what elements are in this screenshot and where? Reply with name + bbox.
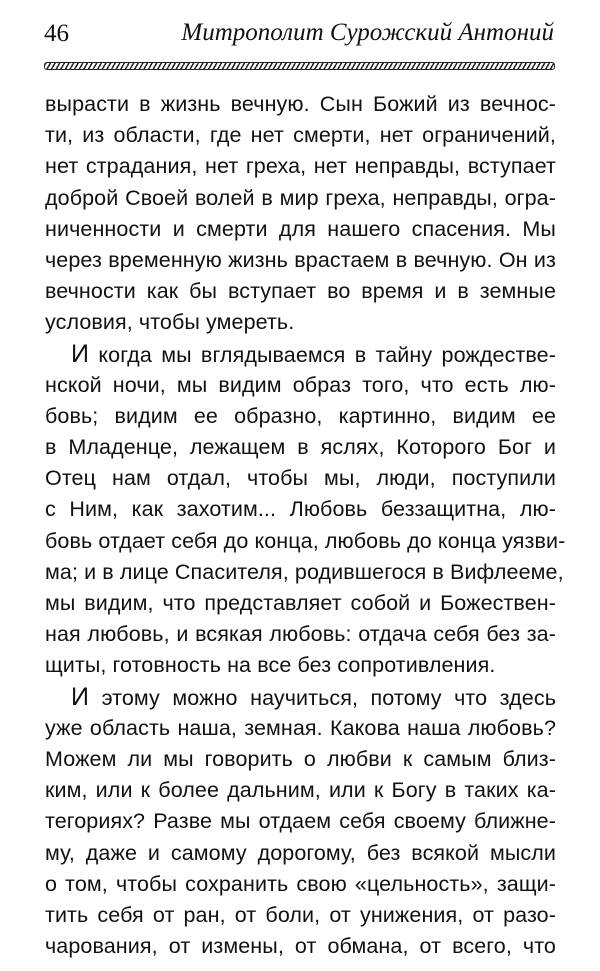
text-line: щиты, готовность на все без сопротивления. [45,653,496,678]
text-line: И этому можно научиться, потому что здесь [71,682,556,711]
text-line: с Ним, как захотим... Любовь беззащитна, лю- [45,497,556,522]
text-line: И когда мы вглядываемся в тайну рождестве- [71,339,556,368]
running-title: Митрополит Сурожский Антоний [181,19,554,46]
text-line: Можем ли мы говорить о любви к самым близ- [45,746,556,771]
text-line: тить себя от ран, от боли, от унижения, от разо- [45,902,556,927]
text-line: нет страдания, нет греха, нет неправды, вступает [45,154,556,179]
text-line: вырасти в жизнь вечную. Сын Божий из вечнос- [45,92,556,116]
text-line: чарования, от измены, от обмана, от всего, что [45,934,556,959]
text-line: ниченности и смерти для нашего спасения. Мы [45,216,556,241]
text-line: ти, из области, где нет смерти, нет ограничений, [45,123,556,148]
page-number: 46 [44,20,69,47]
text-line: ная любовь, и всякая любовь: отдача себя без за- [45,622,556,647]
text-line: ким, или к более дальним, или к Богу в таких ка- [45,778,556,803]
text-line: Отец нам отдал, чтобы мы, люди, поступили [45,466,556,491]
text-line: бовь отдает себя до конца, любовь до конца уязви- [45,528,566,553]
text-line: тегориях? Разве мы отдаем себя своему ближне- [45,809,556,834]
text-line: доброй Своей волей в мир греха, неправды, огра- [45,185,556,210]
text-line: нской ночи, мы видим образ того, что есть лю- [45,372,556,397]
text-line: условия, чтобы умереть. [45,310,295,335]
text-line: му, даже и самому дорогому, без всякой мысли [45,840,556,865]
text-line: в Младенце, лежащем в яслях, Которого Бог и [45,435,556,460]
text-line: уже область наша, земная. Какова наша любовь? [45,715,556,740]
text-line: вечности как бы вступает во время и в земные [45,279,556,304]
text-line: о том, чтобы сохранить свою «цельность», защи- [45,871,556,896]
text-line: бовь; видим ее образно, картинно, видим ее [45,403,556,428]
decorative-rope-rule [44,62,555,70]
text-line: через временную жизнь врастаем в вечную. Он из [45,247,556,272]
text-line: ма; и в лице Спасителя, родившегося в Вифлееме, [45,559,564,584]
text-line: мы видим, что представляет собой и Божествен- [45,591,556,615]
body-text [45,89,566,962]
